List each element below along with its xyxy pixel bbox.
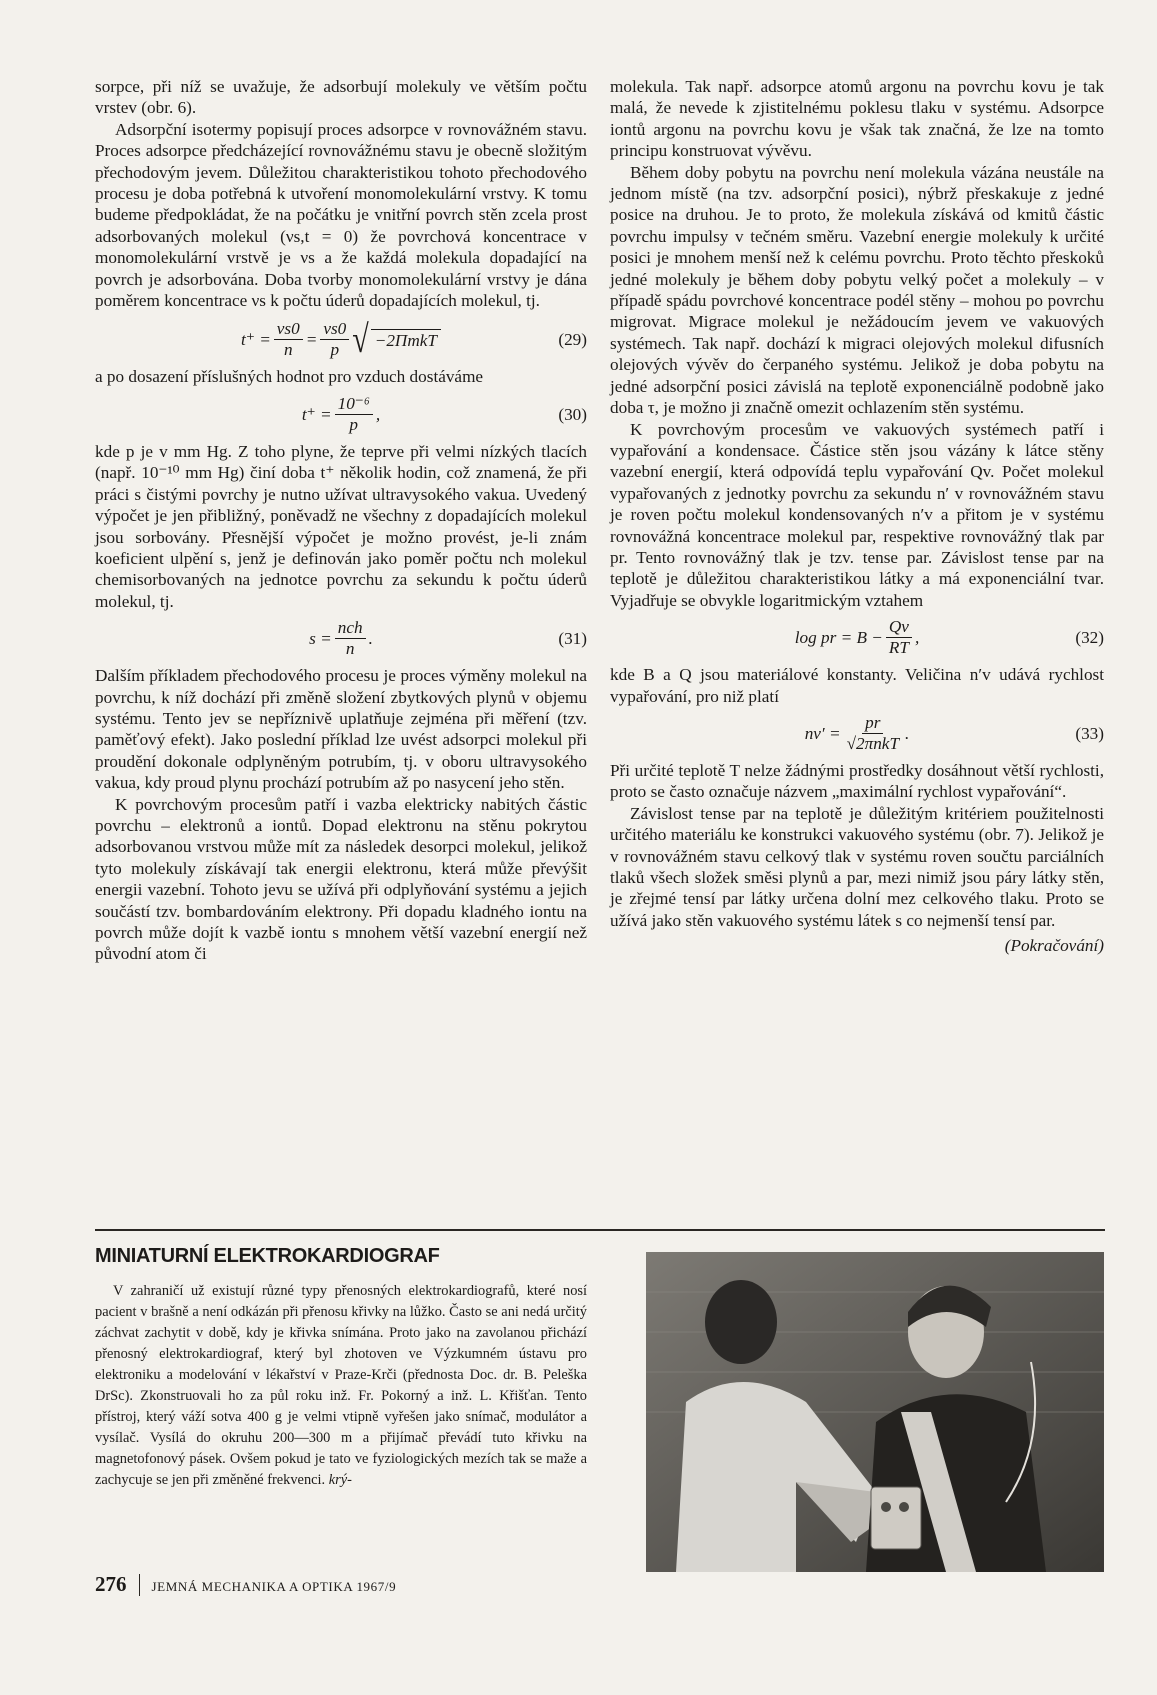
continued-note: (Pokračování) [1004,936,1104,956]
page-footer [95,1572,396,1597]
equation-number: (30) [558,404,587,424]
journal-name: JEMNÁ MECHANIKA A OPTIKA 1967/9 [151,1579,397,1594]
paragraph: Během doby pobytu na povrchu není molekula vázána neustále na jednom místě (na tzv. adsorpční posici), nýbrž přeskakuje z jedné posice na druhou. Je to proto, že molekula získává od kmitů částic povrchu impulsy v tečném směru. Vazební energie molekuly k určité posici je mnohem menší než k celému povrchu. Proto těchto přeskoků jedné molekuly je během doby pobytu velký počet a molekuly – v případě spádu povrchové koncentrace podél stěny – mohou po povrchu migrovat. Migrace molekul je nežádoucím jevem ve vakuových systémech. Tak např. dochází k migraci olejových molekul difusních olejových vývěv do čerpaného systému. Jelikož je doba pobytu na jedné adsorpční posici závislá na teplotě exponenciálně podobně jako doba τ, je možno ji značně omezit ochlazením stěn systému. [610,162,1104,418]
paragraph: Závislost tense par na teplotě je důležitým kritériem použitelnosti určitého materiálu ke konstrukci vakuového systému (obr. 7). Jelikož je v rovnovážném stavu celkový tlak v systému roven součtu parciálních tlaků všech složek směsi plynů a par, mezi nimiž jsou páry látky stěn, je zřejmé tensí par látky určena dolní mez celkového tlaku. Proto se užívá jako stěn vakuového systému látek s co nejmenší tensí par. [610,803,1104,930]
paragraph: Adsorpční isotermy popisují proces adsorpce v rovnovážném stavu. Proces adsorpce předcházející rovnovážnému stavu je obecně složitým přechodovým jevem. Důležitou charakteristikou tohoto přechodového procesu je doba potřebná k utvoření monomolekulární vrstvy. K tomu budeme předpokládat, že na počátku je vnitřní povrch stěn zcela prost adsorbovaných molekul (νs,t = 0) že povrchová koncentrace v monomolekulární vrstvě je νs a že každá molekula dopadající na povrch je adsorbována. Doba tvorby monomolekulární vrstvy je dána poměrem koncentrace νs k počtu úderů dopadajících molekul, tj. [95,119,587,311]
paragraph: sorpce, při níž se uvažuje, že adsorbují molekuly ve větším počtu vrstev (obr. 6). [95,77,587,118]
equation-33: nv′ = $\frac{pr}{\text{√2πnkT}}$ . (33) [804,712,1104,753]
article-body: V zahraničí už existují různé typy přenosných elektrokardiografů, které nosí pacient v brašně a není odkázán při přenosu křivky na lůžko. Často se ani nedá určitý záchvat zachytit v době, kdy je křivka snímána. Proto jako na zavolanou přichází přenosný elektrokardiograf, který byl zhotoven ve Výzkumném ústavu pro elektroniku a modelování v lékařství v Praze-Krči (přednosta Doc. dr. B. Peleška DrSc). Zkonstruovali ho za půl roku inž. Fr. Pokorný a inž. L. Křišťan. Tento přístroj, který váží sotva 400 g je velmi vtipně vyřešen jako snímač, modulátor a vysílač. Vysílá do okruhu 200—300 m a přijímač převádí tuto křivku na magnetofonový pásek. Ovšem pokud je tato ve fyziologických mezích tak se maže a zachycuje se jen při změněné frekvenci. krý- [95,1283,587,1488]
paragraph: kde p je v mm Hg. Z toho plyne, že teprve při velmi nízkých tlacích (např. 10⁻¹⁰ mm Hg) činí doba t⁺ několik hodin, což znamená, že při práci s čistými povrchy je nutno užívat ultravysokého vakua. Uvedený výpočet je jen přibližný, poněvadž ne všechny z dopadajících molekul jsou sorbovány. Přesnější výpočet je možno provést, je-li znám koeficient ulpění s, jenž je definován jako poměr počtu nch molekul chemisorbovaných na jednotce povrchu za sekundu k počtu úderů molekul, tj. [95,441,587,611]
equation-29: t⁺ = $\frac{\nu s0}{n}$ = $\frac{\nu s0}{p}$ √ −2ΠmkT (29) [241,318,587,362]
equation-number: (31) [558,628,587,648]
photo-image [646,1252,1104,1572]
article-title: MINIATURNÍ ELEKTROKARDIOGRAF [95,1245,440,1267]
paragraph: Dalším příkladem přechodového procesu je proces výměny molekul na povrchu, k níž dochází při změně složení zbytkových plynů v objemu systému. Tento jev se nepříznivě uplatňuje zejména při měření (tzv. paměťový efekt). Jako poslední příklad lze uvést adsorpci molekul při proudění dokonale odplyněným potrubím, tj. v oboru ultravysokého vakua, kdy proud plynu prochází potrubím až po nasycení jeho stěn. [95,666,587,793]
root-sign: √ [352,318,369,362]
paragraph: K povrchovým procesům ve vakuových systémech patří i vypařování a kondensace. Částice stěn jsou vázány k látce stěny vazební energií, která odpovídá teplu vypařování Qv. Počet molekul vypařovaných z jednotky povrchu za sekundu n′ v rovnovážném stavu je roven počtu molekul kondensovaných n′v a přitom je v systému rovnovážná koncentrace molekul par, respektive rovnovážný tlak par pr. Tento rovnovážný tlak je tzv. tense par. Závislost tense par na teplotě je důležitou charakteristikou látky a má exponenciální tvar. Vyjadřuje se obvykle logaritmickým vztahem [610,419,1104,610]
section-divider [95,1229,1105,1231]
equation-number: (33) [1075,723,1104,743]
equation-number: (29) [558,330,587,350]
equation-32: log pr = B − $\frac{Qv}{RT}$ , (32) [794,617,1104,658]
equation-31: s = $\frac{\text{nch}}{n}$ . (31) [309,618,587,659]
left-column [95,76,587,965]
paragraph: K povrchovým procesům patří i vazba elektricky nabitých částic povrchu – elektronů a iontů. Dopad elektronu na stěnu pokrytou adsorbovanou vrstvou může mít za následek desorpci molekul, jelikož tyto molekuly získávají tak energii elektronu, která může převýšit energii vazební. Tohoto jevu se užívá při odplyňování systému a jejich součástí tzv. bombardováním elektrony. Při dopadu kladného iontu na povrch může dojít k vazbě iontu s mnohem větší vazební energií než původní atom či [95,794,587,964]
paragraph: kde B a Q jsou materiálové konstanty. Veličina n′v udává rychlost vypařování, pro niž platí [610,665,1104,706]
paragraph: molekula. Tak např. adsorpce atomů argonu na povrchu kovu je tak malá, že nevede k zjistitelnému poklesu tlaku v systému. Adsorpce iontů argonu na povrchu kovu je však tak značná, že lze na tomto principu konstruovat vývěvu. [610,77,1104,161]
paragraph: Při určité teplotě T nelze žádnými prostředky dosáhnout větší rychlosti, proto se často označuje názvem „maximální rychlost vypařování“. [610,760,1104,802]
right-column [610,76,1104,957]
continuation-word: krý- [328,1472,352,1488]
paragraph: a po dosazení příslušných hodnot pro vzduch dostáváme [95,367,484,387]
equation-number: (32) [1075,627,1104,647]
equation-30: t⁺ = $\frac{\text{10⁻⁶}}{p}$ , (30) [301,393,587,434]
article-photo [646,1252,1104,1572]
footer-separator [139,1574,140,1596]
page-number: 276 [95,1572,127,1596]
